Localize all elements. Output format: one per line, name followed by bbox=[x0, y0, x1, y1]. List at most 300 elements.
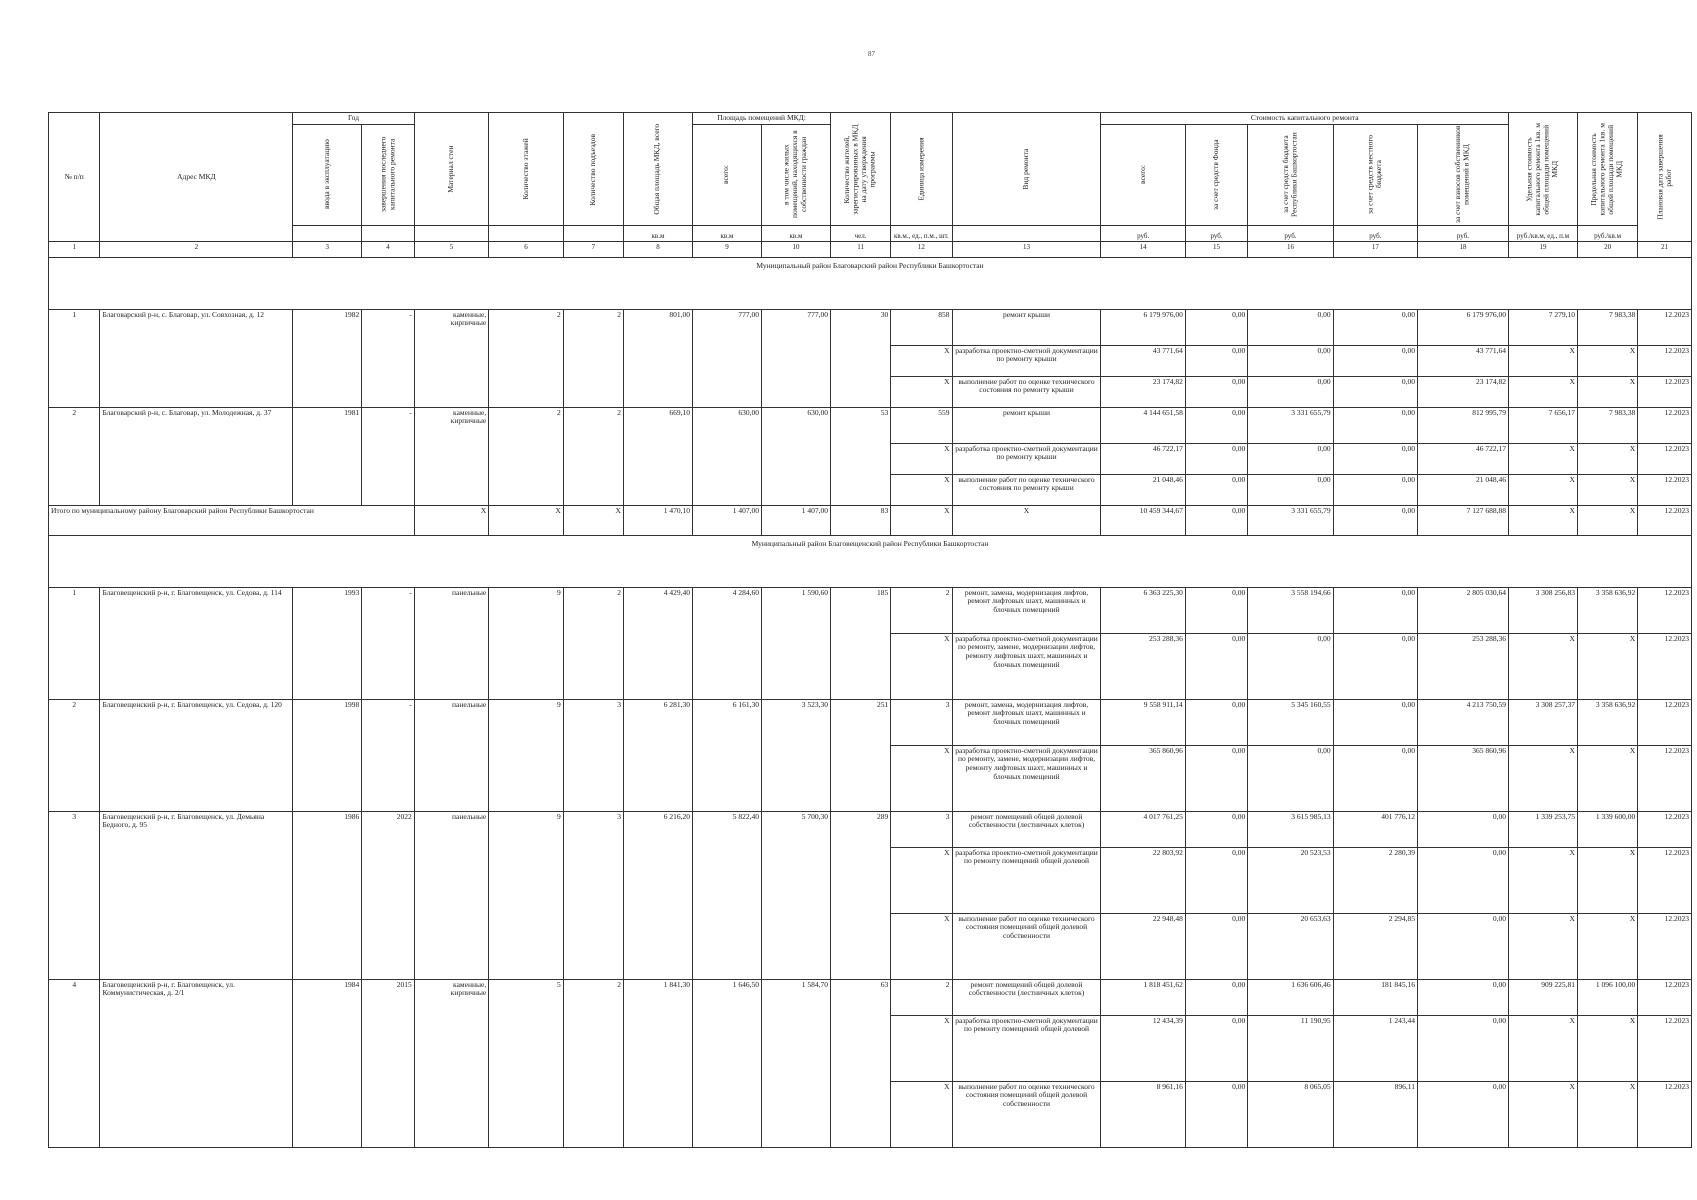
planned-date: 12.2023 bbox=[1638, 345, 1692, 376]
unit-cell: чел. bbox=[830, 225, 890, 241]
cost-fund: 0,00 bbox=[1185, 633, 1247, 699]
entrances: 2 bbox=[563, 407, 623, 505]
unit-cell: руб./кв.м, ед., п.м bbox=[1508, 225, 1577, 241]
specific-cost: X bbox=[1508, 443, 1577, 474]
cost-total: 4 017 761,25 bbox=[1101, 811, 1185, 847]
year-repair: - bbox=[362, 587, 415, 699]
work-type: ремонт крыши bbox=[952, 309, 1101, 345]
total-label: Итого по муниципальному району Благоварский район Республики Башкортостан bbox=[49, 505, 415, 535]
cost-republic: 20 523,53 bbox=[1248, 847, 1333, 913]
planned-date: 12.2023 bbox=[1638, 913, 1692, 979]
work-type: ремонт помещений общей долевой собственности (лестничных клеток) bbox=[952, 979, 1101, 1015]
cost-local: 0,00 bbox=[1333, 309, 1417, 345]
cost-owners: 253 288,36 bbox=[1417, 633, 1508, 699]
year-commission: 1998 bbox=[293, 699, 362, 811]
work-type: выполнение работ по оценке технического состояния помещений общей долевой собственности bbox=[952, 1081, 1101, 1147]
total-area: 6 281,30 bbox=[623, 699, 692, 811]
header-cost-republic: за счет средств бюджета Республики Башкортостан bbox=[1248, 124, 1333, 225]
work-type: ремонт крыши bbox=[952, 407, 1101, 443]
cost-fund: 0,00 bbox=[1185, 474, 1247, 505]
specific-cost: 1 339 253,75 bbox=[1508, 811, 1577, 847]
limit-cost: 3 358 636,92 bbox=[1577, 699, 1637, 745]
cost-republic: 8 065,05 bbox=[1248, 1081, 1333, 1147]
table-row bbox=[49, 587, 1692, 633]
column-number: 17 bbox=[1333, 241, 1417, 257]
column-number: 7 bbox=[563, 241, 623, 257]
specific-cost: X bbox=[1508, 745, 1577, 811]
total-area: 4 429,40 bbox=[623, 587, 692, 699]
column-number: 12 bbox=[891, 241, 952, 257]
cost-local: 0,00 bbox=[1333, 407, 1417, 443]
total-area: 801,00 bbox=[623, 309, 692, 407]
wall-material: панельные bbox=[414, 587, 488, 699]
column-number: 14 bbox=[1101, 241, 1185, 257]
cost-total: 43 771,64 bbox=[1101, 345, 1185, 376]
cost-republic: 0,00 bbox=[1248, 745, 1333, 811]
cost-fund: 0,00 bbox=[1185, 443, 1247, 474]
cost-local: 181 845,16 bbox=[1333, 979, 1417, 1015]
premises-total: 5 822,40 bbox=[692, 811, 761, 979]
specific-cost: 7 279,10 bbox=[1508, 309, 1577, 345]
planned-date: 12.2023 bbox=[1638, 443, 1692, 474]
work-unit: 3 bbox=[891, 811, 952, 847]
header-total-area: Общая площадь МКД, всего bbox=[623, 113, 692, 226]
municipality-header-row bbox=[49, 257, 1692, 309]
cost-republic: 0,00 bbox=[1248, 443, 1333, 474]
work-type: разработка проектно-сметной документации по ремонту крыши bbox=[952, 443, 1101, 474]
total-material: X bbox=[414, 505, 488, 535]
residents: 53 bbox=[830, 407, 890, 505]
total-owners: 7 127 688,88 bbox=[1417, 505, 1508, 535]
header-cost-owners: за счет взносов собственников помещений в МКД bbox=[1417, 124, 1508, 225]
header-specific-cost: Удельная стоимость капитального ремонта 1кв. м общей площади помещений МКД bbox=[1508, 113, 1577, 226]
cost-republic: 3 331 655,79 bbox=[1248, 407, 1333, 443]
cost-fund: 0,00 bbox=[1185, 847, 1247, 913]
unit-cell bbox=[563, 225, 623, 241]
planned-date: 12.2023 bbox=[1638, 979, 1692, 1015]
work-type: разработка проектно-сметной документации по ремонту, замене, модернизации лифтов, ремонту лифтовых шахт, машинных и блочных помещений bbox=[952, 745, 1101, 811]
house-number: 2 bbox=[49, 699, 100, 811]
header-premises-group: Площадь помещений МКД: bbox=[692, 113, 830, 125]
specific-cost: 7 656,17 bbox=[1508, 407, 1577, 443]
work-unit: 3 bbox=[891, 699, 952, 745]
limit-cost: X bbox=[1577, 345, 1637, 376]
header-planned-date: Плановая дата завершения работ bbox=[1638, 113, 1692, 242]
planned-date: 12.2023 bbox=[1638, 309, 1692, 345]
cost-owners: 0,00 bbox=[1417, 1015, 1508, 1081]
cost-fund: 0,00 bbox=[1185, 811, 1247, 847]
cost-owners: 43 771,64 bbox=[1417, 345, 1508, 376]
column-number: 21 bbox=[1638, 241, 1692, 257]
house-address: Благоварский р-н, с. Благовар, ул. Совхозная, д. 12 bbox=[100, 309, 293, 407]
cost-fund: 0,00 bbox=[1185, 309, 1247, 345]
specific-cost: X bbox=[1508, 1015, 1577, 1081]
work-unit: X bbox=[891, 345, 952, 376]
total-local: 0,00 bbox=[1333, 505, 1417, 535]
work-type: разработка проектно-сметной документации по ремонту, замене, модернизации лифтов, ремонту лифтовых шахт, машинных и блочных помещений bbox=[952, 633, 1101, 699]
total-area: 6 216,20 bbox=[623, 811, 692, 979]
header-cost-local: за счет средств местного бюджета bbox=[1333, 124, 1417, 225]
column-number: 19 bbox=[1508, 241, 1577, 257]
house-number: 2 bbox=[49, 407, 100, 505]
specific-cost: 909 225,81 bbox=[1508, 979, 1577, 1015]
cost-total: 21 048,46 bbox=[1101, 474, 1185, 505]
floors: 9 bbox=[489, 699, 563, 811]
house-number: 1 bbox=[49, 309, 100, 407]
column-number: 15 bbox=[1185, 241, 1247, 257]
limit-cost: X bbox=[1577, 633, 1637, 699]
unit-cell bbox=[489, 225, 563, 241]
work-type: ремонт помещений общей долевой собственности (лестничных клеток) bbox=[952, 811, 1101, 847]
cost-total: 4 144 651,58 bbox=[1101, 407, 1185, 443]
total-cost: 10 459 344,67 bbox=[1101, 505, 1185, 535]
header-wall-material: Материал стен bbox=[414, 113, 488, 226]
cost-local: 401 776,12 bbox=[1333, 811, 1417, 847]
entrances: 3 bbox=[563, 699, 623, 811]
work-unit: 858 bbox=[891, 309, 952, 345]
wall-material: каменные, кирпичные bbox=[414, 407, 488, 505]
work-unit: X bbox=[891, 913, 952, 979]
work-unit: 559 bbox=[891, 407, 952, 443]
cost-total: 22 803,92 bbox=[1101, 847, 1185, 913]
cost-owners: 0,00 bbox=[1417, 847, 1508, 913]
specific-cost: X bbox=[1508, 474, 1577, 505]
column-number: 9 bbox=[692, 241, 761, 257]
specific-cost: 3 308 257,37 bbox=[1508, 699, 1577, 745]
table-row bbox=[49, 407, 1692, 443]
specific-cost: X bbox=[1508, 913, 1577, 979]
planned-date: 12.2023 bbox=[1638, 376, 1692, 407]
work-type: ремонт, замена, модернизация лифтов, ремонт лифтовых шахт, машинных и блочных помещений bbox=[952, 587, 1101, 633]
premises-paying: 777,00 bbox=[761, 309, 830, 407]
total-specific: X bbox=[1508, 505, 1577, 535]
cost-owners: 21 048,46 bbox=[1417, 474, 1508, 505]
cost-local: 896,11 bbox=[1333, 1081, 1417, 1147]
cost-total: 6 363 225,30 bbox=[1101, 587, 1185, 633]
municipality-title: Муниципальный район Благоварский район Республики Башкортостан bbox=[49, 257, 1692, 309]
cost-fund: 0,00 bbox=[1185, 1081, 1247, 1147]
total-republic: 3 331 655,79 bbox=[1248, 505, 1333, 535]
year-repair: 2015 bbox=[362, 979, 415, 1147]
column-number: 4 bbox=[362, 241, 415, 257]
planned-date: 12.2023 bbox=[1638, 745, 1692, 811]
house-address: Благовещенский р-н, г. Благовещенск, ул. Седова, д. 120 bbox=[100, 699, 293, 811]
premises-total: 4 284,60 bbox=[692, 587, 761, 699]
specific-cost: X bbox=[1508, 633, 1577, 699]
municipality-header-row bbox=[49, 535, 1692, 587]
cost-total: 22 948,48 bbox=[1101, 913, 1185, 979]
cost-fund: 0,00 bbox=[1185, 587, 1247, 633]
year-repair: - bbox=[362, 407, 415, 505]
header-unit: Единица измерения bbox=[891, 113, 952, 226]
header-year-repair: завершения последнего капитального ремонта bbox=[362, 124, 415, 225]
cost-republic: 3 558 194,66 bbox=[1248, 587, 1333, 633]
work-unit: X bbox=[891, 376, 952, 407]
header-limit-cost: Предельная стоимость капитального ремонта 1кв. м общей площади помещений МКД bbox=[1577, 113, 1637, 226]
municipality-title: Муниципальный район Благовещенский район Республики Башкортостан bbox=[49, 535, 1692, 587]
work-type: разработка проектно-сметной документации по ремонту крыши bbox=[952, 345, 1101, 376]
cost-owners: 46 722,17 bbox=[1417, 443, 1508, 474]
house-number: 1 bbox=[49, 587, 100, 699]
cost-republic: 5 345 160,55 bbox=[1248, 699, 1333, 745]
cost-owners: 4 213 750,59 bbox=[1417, 699, 1508, 745]
floors: 9 bbox=[489, 811, 563, 979]
column-number: 3 bbox=[293, 241, 362, 257]
header-year-group: Год bbox=[293, 113, 415, 125]
cost-fund: 0,00 bbox=[1185, 376, 1247, 407]
planned-date: 12.2023 bbox=[1638, 474, 1692, 505]
header-cost-total: всего: bbox=[1101, 124, 1185, 225]
total-area: 1 841,30 bbox=[623, 979, 692, 1147]
limit-cost: X bbox=[1577, 847, 1637, 913]
specific-cost: 3 308 256,83 bbox=[1508, 587, 1577, 633]
limit-cost: X bbox=[1577, 913, 1637, 979]
floors: 5 bbox=[489, 979, 563, 1147]
cost-total: 12 434,39 bbox=[1101, 1015, 1185, 1081]
header-year-commission: ввода в эксплуатацию bbox=[293, 124, 362, 225]
premises-total: 777,00 bbox=[692, 309, 761, 407]
column-number: 6 bbox=[489, 241, 563, 257]
residents: 30 bbox=[830, 309, 890, 407]
header-row-1 bbox=[49, 113, 1692, 125]
work-type: выполнение работ по оценке технического состояния по ремонту крыши bbox=[952, 474, 1101, 505]
total-residents: 83 bbox=[830, 505, 890, 535]
limit-cost: X bbox=[1577, 474, 1637, 505]
work-type: выполнение работ по оценке технического состояния по ремонту крыши bbox=[952, 376, 1101, 407]
column-number: 16 bbox=[1248, 241, 1333, 257]
entrances: 2 bbox=[563, 309, 623, 407]
total-unit: X bbox=[891, 505, 952, 535]
year-repair: - bbox=[362, 309, 415, 407]
unit-cell: кв.м bbox=[692, 225, 761, 241]
total-fund: 0,00 bbox=[1185, 505, 1247, 535]
work-type: разработка проектно-сметной документации по ремонту помещений общей долевой bbox=[952, 847, 1101, 913]
cost-local: 2 294,85 bbox=[1333, 913, 1417, 979]
header-cost-fund: за счет средств Фонда bbox=[1185, 124, 1247, 225]
cost-fund: 0,00 bbox=[1185, 1015, 1247, 1081]
house-address: Благовещенский р-н, г. Благовещенск, ул. Седова, д. 114 bbox=[100, 587, 293, 699]
column-number: 1 bbox=[49, 241, 100, 257]
cost-local: 0,00 bbox=[1333, 376, 1417, 407]
planned-date: 12.2023 bbox=[1638, 633, 1692, 699]
year-commission: 1984 bbox=[293, 979, 362, 1147]
column-number: 5 bbox=[414, 241, 488, 257]
column-number: 11 bbox=[830, 241, 890, 257]
column-numbers-row bbox=[49, 241, 1692, 257]
residents: 63 bbox=[830, 979, 890, 1147]
column-number: 13 bbox=[952, 241, 1101, 257]
header-num: № п/п bbox=[49, 113, 100, 242]
cost-fund: 0,00 bbox=[1185, 745, 1247, 811]
cost-local: 0,00 bbox=[1333, 587, 1417, 633]
column-number: 20 bbox=[1577, 241, 1637, 257]
work-unit: X bbox=[891, 443, 952, 474]
units-row bbox=[49, 225, 1692, 241]
header-repair-type: Вид ремонта bbox=[952, 113, 1101, 226]
specific-cost: X bbox=[1508, 1081, 1577, 1147]
house-address: Благовещенский р-н, г. Благовещенск, ул. Коммунистическая, д. 2/1 bbox=[100, 979, 293, 1147]
header-entrances: Количество подъездов bbox=[563, 113, 623, 226]
total-area: 669,10 bbox=[623, 407, 692, 505]
unit-cell: руб. bbox=[1417, 225, 1508, 241]
wall-material: панельные bbox=[414, 811, 488, 979]
cost-owners: 2 805 030,64 bbox=[1417, 587, 1508, 633]
table-row bbox=[49, 699, 1692, 745]
total-premises: 1 407,00 bbox=[692, 505, 761, 535]
unit-cell bbox=[362, 225, 415, 241]
cost-republic: 1 636 606,46 bbox=[1248, 979, 1333, 1015]
premises-total: 630,00 bbox=[692, 407, 761, 505]
work-unit: 2 bbox=[891, 587, 952, 633]
cost-republic: 0,00 bbox=[1248, 309, 1333, 345]
cost-owners: 0,00 bbox=[1417, 979, 1508, 1015]
residents: 251 bbox=[830, 699, 890, 811]
work-unit: X bbox=[891, 1015, 952, 1081]
cost-total: 6 179 976,00 bbox=[1101, 309, 1185, 345]
cost-total: 46 722,17 bbox=[1101, 443, 1185, 474]
work-type: разработка проектно-сметной документации по ремонту помещений общей долевой bbox=[952, 1015, 1101, 1081]
entrances: 2 bbox=[563, 979, 623, 1147]
header-premises-paying: в том числе жилых помещений, находящихся в собственности граждан bbox=[761, 124, 830, 225]
cost-total: 365 860,96 bbox=[1101, 745, 1185, 811]
header-residents: Количество жителей, зарегистрированных в МКД на дату утверждения программы bbox=[830, 113, 890, 226]
premises-paying: 1 590,60 bbox=[761, 587, 830, 699]
premises-paying: 630,00 bbox=[761, 407, 830, 505]
unit-cell: руб. bbox=[1333, 225, 1417, 241]
limit-cost: 3 358 636,92 bbox=[1577, 587, 1637, 633]
cost-owners: 0,00 bbox=[1417, 811, 1508, 847]
cost-local: 1 243,44 bbox=[1333, 1015, 1417, 1081]
table-row bbox=[49, 309, 1692, 345]
residents: 185 bbox=[830, 587, 890, 699]
year-commission: 1986 bbox=[293, 811, 362, 979]
specific-cost: X bbox=[1508, 376, 1577, 407]
cost-local: 0,00 bbox=[1333, 443, 1417, 474]
year-commission: 1993 bbox=[293, 587, 362, 699]
cost-total: 8 961,16 bbox=[1101, 1081, 1185, 1147]
cost-total: 9 558 911,14 bbox=[1101, 699, 1185, 745]
planned-date: 12.2023 bbox=[1638, 699, 1692, 745]
year-repair: - bbox=[362, 699, 415, 811]
planned-date: 12.2023 bbox=[1638, 587, 1692, 633]
cost-owners: 0,00 bbox=[1417, 1081, 1508, 1147]
cost-local: 2 280,39 bbox=[1333, 847, 1417, 913]
unit-cell bbox=[293, 225, 362, 241]
unit-cell bbox=[952, 225, 1101, 241]
cost-local: 0,00 bbox=[1333, 699, 1417, 745]
cost-owners: 23 174,82 bbox=[1417, 376, 1508, 407]
limit-cost: 7 983,38 bbox=[1577, 309, 1637, 345]
column-number: 8 bbox=[623, 241, 692, 257]
year-commission: 1981 bbox=[293, 407, 362, 505]
header-floors: Количество этажей bbox=[489, 113, 563, 226]
cost-republic: 3 615 985,13 bbox=[1248, 811, 1333, 847]
cost-republic: 0,00 bbox=[1248, 376, 1333, 407]
planned-date: 12.2023 bbox=[1638, 847, 1692, 913]
house-address: Благовещенский р-н, г. Благовещенск, ул. Демьяна Бедного, д. 95 bbox=[100, 811, 293, 979]
cost-total: 1 818 451,62 bbox=[1101, 979, 1185, 1015]
specific-cost: X bbox=[1508, 847, 1577, 913]
header-cost-group: Стоимость капитального ремонта bbox=[1101, 113, 1508, 125]
unit-cell: руб. bbox=[1185, 225, 1247, 241]
work-unit: 2 bbox=[891, 979, 952, 1015]
cost-republic: 20 653,63 bbox=[1248, 913, 1333, 979]
cost-owners: 365 860,96 bbox=[1417, 745, 1508, 811]
total-date: 12.2023 bbox=[1638, 505, 1692, 535]
limit-cost: 1 096 100,00 bbox=[1577, 979, 1637, 1015]
cost-total: 253 288,36 bbox=[1101, 633, 1185, 699]
table-body bbox=[49, 113, 1692, 1148]
total-limit: X bbox=[1577, 505, 1637, 535]
entrances: 3 bbox=[563, 811, 623, 979]
limit-cost: X bbox=[1577, 376, 1637, 407]
house-address: Благоварский р-н, с. Благовар, ул. Молодежная, д. 37 bbox=[100, 407, 293, 505]
planned-date: 12.2023 bbox=[1638, 407, 1692, 443]
planned-date: 12.2023 bbox=[1638, 1015, 1692, 1081]
cost-local: 0,00 bbox=[1333, 474, 1417, 505]
floors: 9 bbox=[489, 587, 563, 699]
unit-cell: руб./кв.м bbox=[1577, 225, 1637, 241]
cost-total: 23 174,82 bbox=[1101, 376, 1185, 407]
cost-local: 0,00 bbox=[1333, 745, 1417, 811]
work-unit: X bbox=[891, 474, 952, 505]
cost-republic: 11 190,95 bbox=[1248, 1015, 1333, 1081]
table-row bbox=[49, 979, 1692, 1015]
specific-cost: X bbox=[1508, 345, 1577, 376]
year-commission: 1982 bbox=[293, 309, 362, 407]
cost-owners: 812 995,79 bbox=[1417, 407, 1508, 443]
cost-local: 0,00 bbox=[1333, 345, 1417, 376]
wall-material: каменные, кирпичные bbox=[414, 979, 488, 1147]
premises-paying: 1 584,70 bbox=[761, 979, 830, 1147]
house-number: 3 bbox=[49, 811, 100, 979]
limit-cost: X bbox=[1577, 1015, 1637, 1081]
total-entrances: X bbox=[563, 505, 623, 535]
total-floors: X bbox=[489, 505, 563, 535]
residents: 289 bbox=[830, 811, 890, 979]
house-number: 4 bbox=[49, 979, 100, 1147]
cost-fund: 0,00 bbox=[1185, 699, 1247, 745]
unit-cell: кв.м bbox=[761, 225, 830, 241]
work-unit: X bbox=[891, 1081, 952, 1147]
limit-cost: X bbox=[1577, 1081, 1637, 1147]
work-unit: X bbox=[891, 633, 952, 699]
repair-program-table bbox=[48, 112, 1692, 1148]
unit-cell: кв.м bbox=[623, 225, 692, 241]
unit-cell: кв.м., ед., п.м., шт. bbox=[891, 225, 952, 241]
cost-fund: 0,00 bbox=[1185, 345, 1247, 376]
limit-cost: 7 983,38 bbox=[1577, 407, 1637, 443]
header-address: Адрес МКД bbox=[100, 113, 293, 242]
municipality-total-row bbox=[49, 505, 1692, 535]
floors: 2 bbox=[489, 407, 563, 505]
limit-cost: 1 339 600,00 bbox=[1577, 811, 1637, 847]
premises-paying: 3 523,30 bbox=[761, 699, 830, 811]
cost-owners: 6 179 976,00 bbox=[1417, 309, 1508, 345]
work-unit: X bbox=[891, 847, 952, 913]
unit-cell: руб. bbox=[1101, 225, 1185, 241]
premises-total: 6 161,30 bbox=[692, 699, 761, 811]
page-number: 87 bbox=[868, 50, 875, 58]
planned-date: 12.2023 bbox=[1638, 1081, 1692, 1147]
column-number: 10 bbox=[761, 241, 830, 257]
year-repair: 2022 bbox=[362, 811, 415, 979]
cost-owners: 0,00 bbox=[1417, 913, 1508, 979]
cost-fund: 0,00 bbox=[1185, 979, 1247, 1015]
cost-local: 0,00 bbox=[1333, 633, 1417, 699]
table-row bbox=[49, 811, 1692, 847]
wall-material: панельные bbox=[414, 699, 488, 811]
